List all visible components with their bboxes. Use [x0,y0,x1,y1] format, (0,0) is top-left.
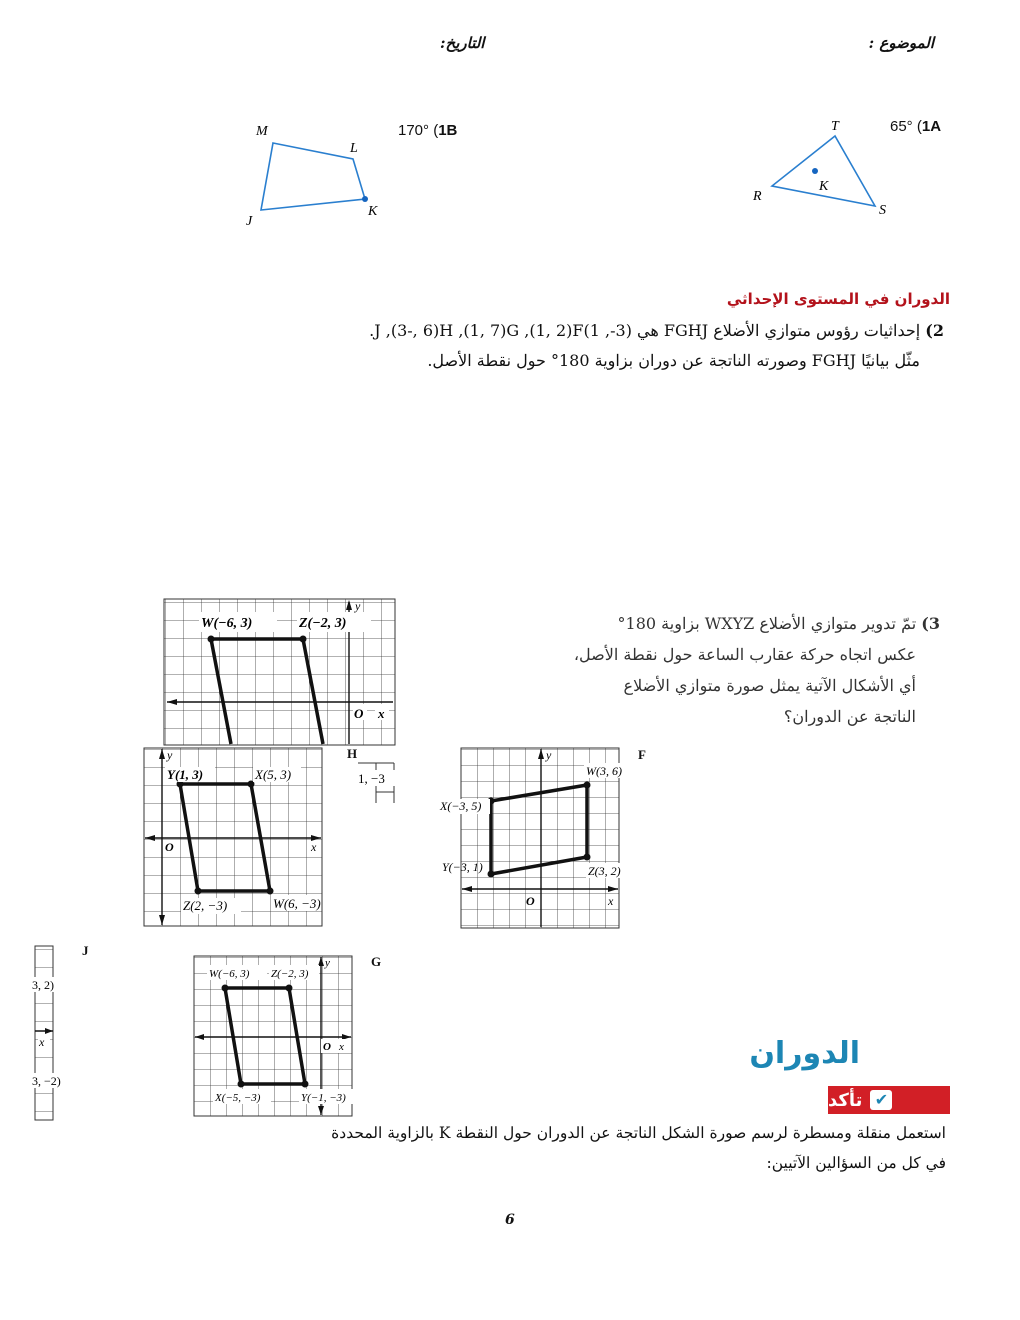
question-2-number: 2) [925,321,944,340]
f-label-w: W(3, 6) [586,764,622,778]
g-axis-y: y [325,957,330,969]
f-label-y: Y(−3, 1) [442,860,483,874]
check-banner [828,1086,950,1114]
exercise-1B-label: 1B [438,122,458,139]
f-label-z: Z(3, 2) [588,864,621,878]
check-label: تأكد [828,1089,863,1111]
graph-f-letter: F [638,747,646,762]
h-label-x: X(5, 3) [255,767,292,782]
vertex-k: K [819,179,829,194]
question-3-line2: عكس اتجاه حركة عقارب الساعة حول نقطة الأصل، [573,645,916,664]
h-axis-y: y [167,748,173,762]
h-partial-label: 1, −3 [358,771,385,786]
exercise-1A-label: 1A [921,118,942,135]
j-partial-top: 3, 2) [32,978,54,992]
h-axis-x: x [311,840,317,854]
h-label-w: W(6, −3) [273,896,321,911]
vertex-s: S [879,203,886,218]
question-3-number: 3) [921,614,940,633]
f-label-x: X(−3, 5) [440,799,482,813]
f-axis-x: x [608,894,614,908]
graph-h [143,747,323,927]
g-label-y: Y(−1, −3) [301,1092,346,1104]
instruction-line2: في كل من السؤالين الآتيين: [766,1154,946,1172]
center-point-k [812,168,818,174]
g-label-w: W(−6, 3) [209,968,250,980]
f-origin: O [526,894,535,908]
vertex-k-1b: K [368,204,378,219]
label-w: W(−6, 3) [201,616,253,631]
vertex-l: L [350,141,358,156]
question-3-line4: الناتجة عن الدوران؟ [783,707,916,726]
h-label-y: Y(1, 3) [167,767,204,782]
graph-j-letter: J [82,943,89,958]
quadrilateral-figure [240,115,390,230]
point-k-dot [362,196,368,202]
question-3 [560,608,940,732]
origin-label: O [354,706,364,721]
question-3-line3: أي الأشكال الآتية يمثل صورة متوازي الأضلاع [623,676,916,695]
graph-original [163,598,396,746]
label-z: Z(−2, 3) [299,616,347,631]
graph-f [440,747,622,929]
exercise-1B-angle: 170° [398,122,430,139]
vertex-j: J [246,214,253,229]
page-number: 6 [505,1212,515,1228]
j-partial-bottom: 3, −2) [32,1074,61,1088]
question-2-line2: مثّل بيانيًا FGHJ وصورته الناتجة عن دوران بزاوية 180° حول نقطة الأصل. [427,351,920,370]
h-origin: O [165,840,174,854]
exercise-1A-header: 65° (1A [890,118,942,135]
triangle-figure [745,110,905,225]
j-axis-x: x [39,1035,45,1049]
question-3-line1: تمّ تدوير متوازي الأضلاع WXYZ بزاوية 180° [617,614,917,633]
graph-g [193,955,353,1117]
f-axis-y: y [546,748,552,762]
instruction [286,1118,946,1178]
g-label-z: Z(−2, 3) [271,968,309,980]
instruction-line1: استعمل منقلة ومسطرة لرسم صورة الشكل الناتجة عن الدوران حول النقطة K بالزاوية المحددة [331,1124,946,1142]
g-axis-x: x [339,1041,344,1053]
question-2 [304,316,944,376]
exercise-1B-header: 170° (1B [398,122,458,139]
vertex-r: R [753,189,762,204]
checkmark-icon: ✔ [870,1090,892,1110]
h-label-z: Z(2, −3) [183,898,228,913]
axis-y-label: y [355,599,361,613]
exercise-1A-angle: 65° [890,118,913,135]
vertex-m: M [256,124,268,139]
question-2-line1: إحداثيات رؤوس متوازي الأضلاع FGHJ هي (3-, 1)J ,(3-, 6)H ,(1, 7)G ,(1, 2)F. [369,321,921,340]
graph-g-letter: G [371,954,382,969]
g-label-x: X(−5, −3) [215,1092,261,1104]
vertex-t: T [831,119,839,134]
triangle-shape [772,136,875,206]
graph-j [32,945,61,1121]
g-origin: O [323,1041,331,1053]
date-label: التاريخ: [440,34,485,52]
section-title: الدوران في المستوى الإحداثي [726,290,950,308]
graph-h-letter: H [347,746,358,761]
axis-x-label: x [378,706,385,721]
subject-label: الموضوع : [868,34,934,52]
lesson-title: الدوران [749,1036,860,1071]
graph-h-partial [356,762,396,804]
